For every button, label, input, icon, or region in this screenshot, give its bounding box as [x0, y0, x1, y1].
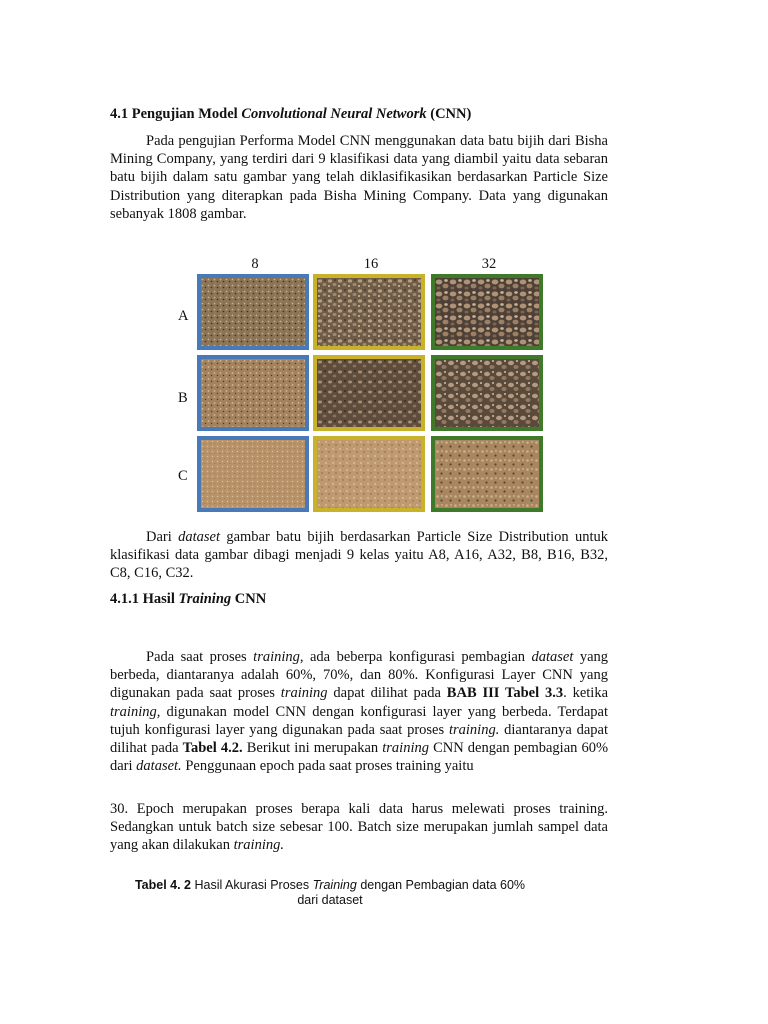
ore-image-a16: [313, 274, 425, 350]
column-label-8: 8: [251, 256, 259, 272]
section-title-post: (CNN): [430, 106, 472, 122]
section-title-italic: Convolutional Neural Network: [241, 106, 427, 122]
paragraph-epoch: 30. Epoch merupakan proses berapa kali data harus melewati proses training. Sedangkan untuk batch size sebesar 100. Batch size merupakan jumlah sampel data yang akan dilakukan training.: [110, 801, 608, 854]
column-label-16: 16: [363, 256, 379, 272]
paragraph-intro: Pada pengujian Performa Model CNN menggunakan data batu bijih dari Bisha Mining Company, yang terdiri dari 9 klasifikasi data yang diambil yaitu data sebaran batu bijih dalam satu gambar yang telah diklasifikasikan berdasarkan Particle Size Distribution yang diterapkan pada Bisha Mining Company. Data yang digunakan sebanyak 1808 gambar.: [110, 133, 608, 222]
ore-image-b16: [313, 355, 425, 431]
ore-image-a8: [197, 274, 309, 350]
subsection-heading: 4.1.1 Hasil Training CNN: [110, 591, 267, 607]
ore-image-b8: [197, 355, 309, 431]
ore-image-c16: [313, 436, 425, 512]
table-caption: [120, 878, 540, 908]
ore-image-c8: [197, 436, 309, 512]
column-label-32: 32: [481, 256, 497, 272]
ore-image-b32: [431, 355, 543, 431]
row-label-a: A: [178, 308, 189, 324]
caption-line-2: dari dataset: [297, 893, 363, 907]
ore-image-a32: [431, 274, 543, 350]
caption-line-1: Tabel 4. 2 Hasil Akurasi Proses Training dengan Pembagian data 60%: [134, 878, 526, 892]
section-title-pre: Pengujian Model: [131, 106, 238, 122]
paragraph-dataset-classes: Dari dataset gambar batu bijih berdasarkan Particle Size Distribution untuk klasifikasi data gambar dibagi menjadi 9 kelas yaitu A8, A16, A32, B8, B16, B32, C8, C16, C32.: [110, 529, 609, 582]
section-number: 4.1: [110, 106, 129, 122]
row-label-c: C: [178, 468, 188, 484]
ore-size-figure: [175, 256, 555, 522]
section-heading: [110, 106, 471, 123]
row-label-b: B: [178, 390, 188, 406]
ore-image-c32: [431, 436, 543, 512]
paragraph-training: Pada saat proses training, ada beberpa konfigurasi pembagian dataset yang berbeda, diantaranya adalah 60%, 70%, dan 80%. Konfigurasi Layer CNN yang digunakan pada saat proses training dapat dilihat pada BAB III Tabel 3.3. ketika training, digunakan model CNN dengan konfigurasi layer yang berbeda. Terdapat tujuh konfigurasi layer yang digunakan pada saat proses training. diantaranya dapat dilihat pada Tabel 4.2. Berikut ini merupakan training CNN dengan pembagian 60% dari dataset. Penggunaan epoch pada saat proses training yaitu: [110, 649, 609, 775]
